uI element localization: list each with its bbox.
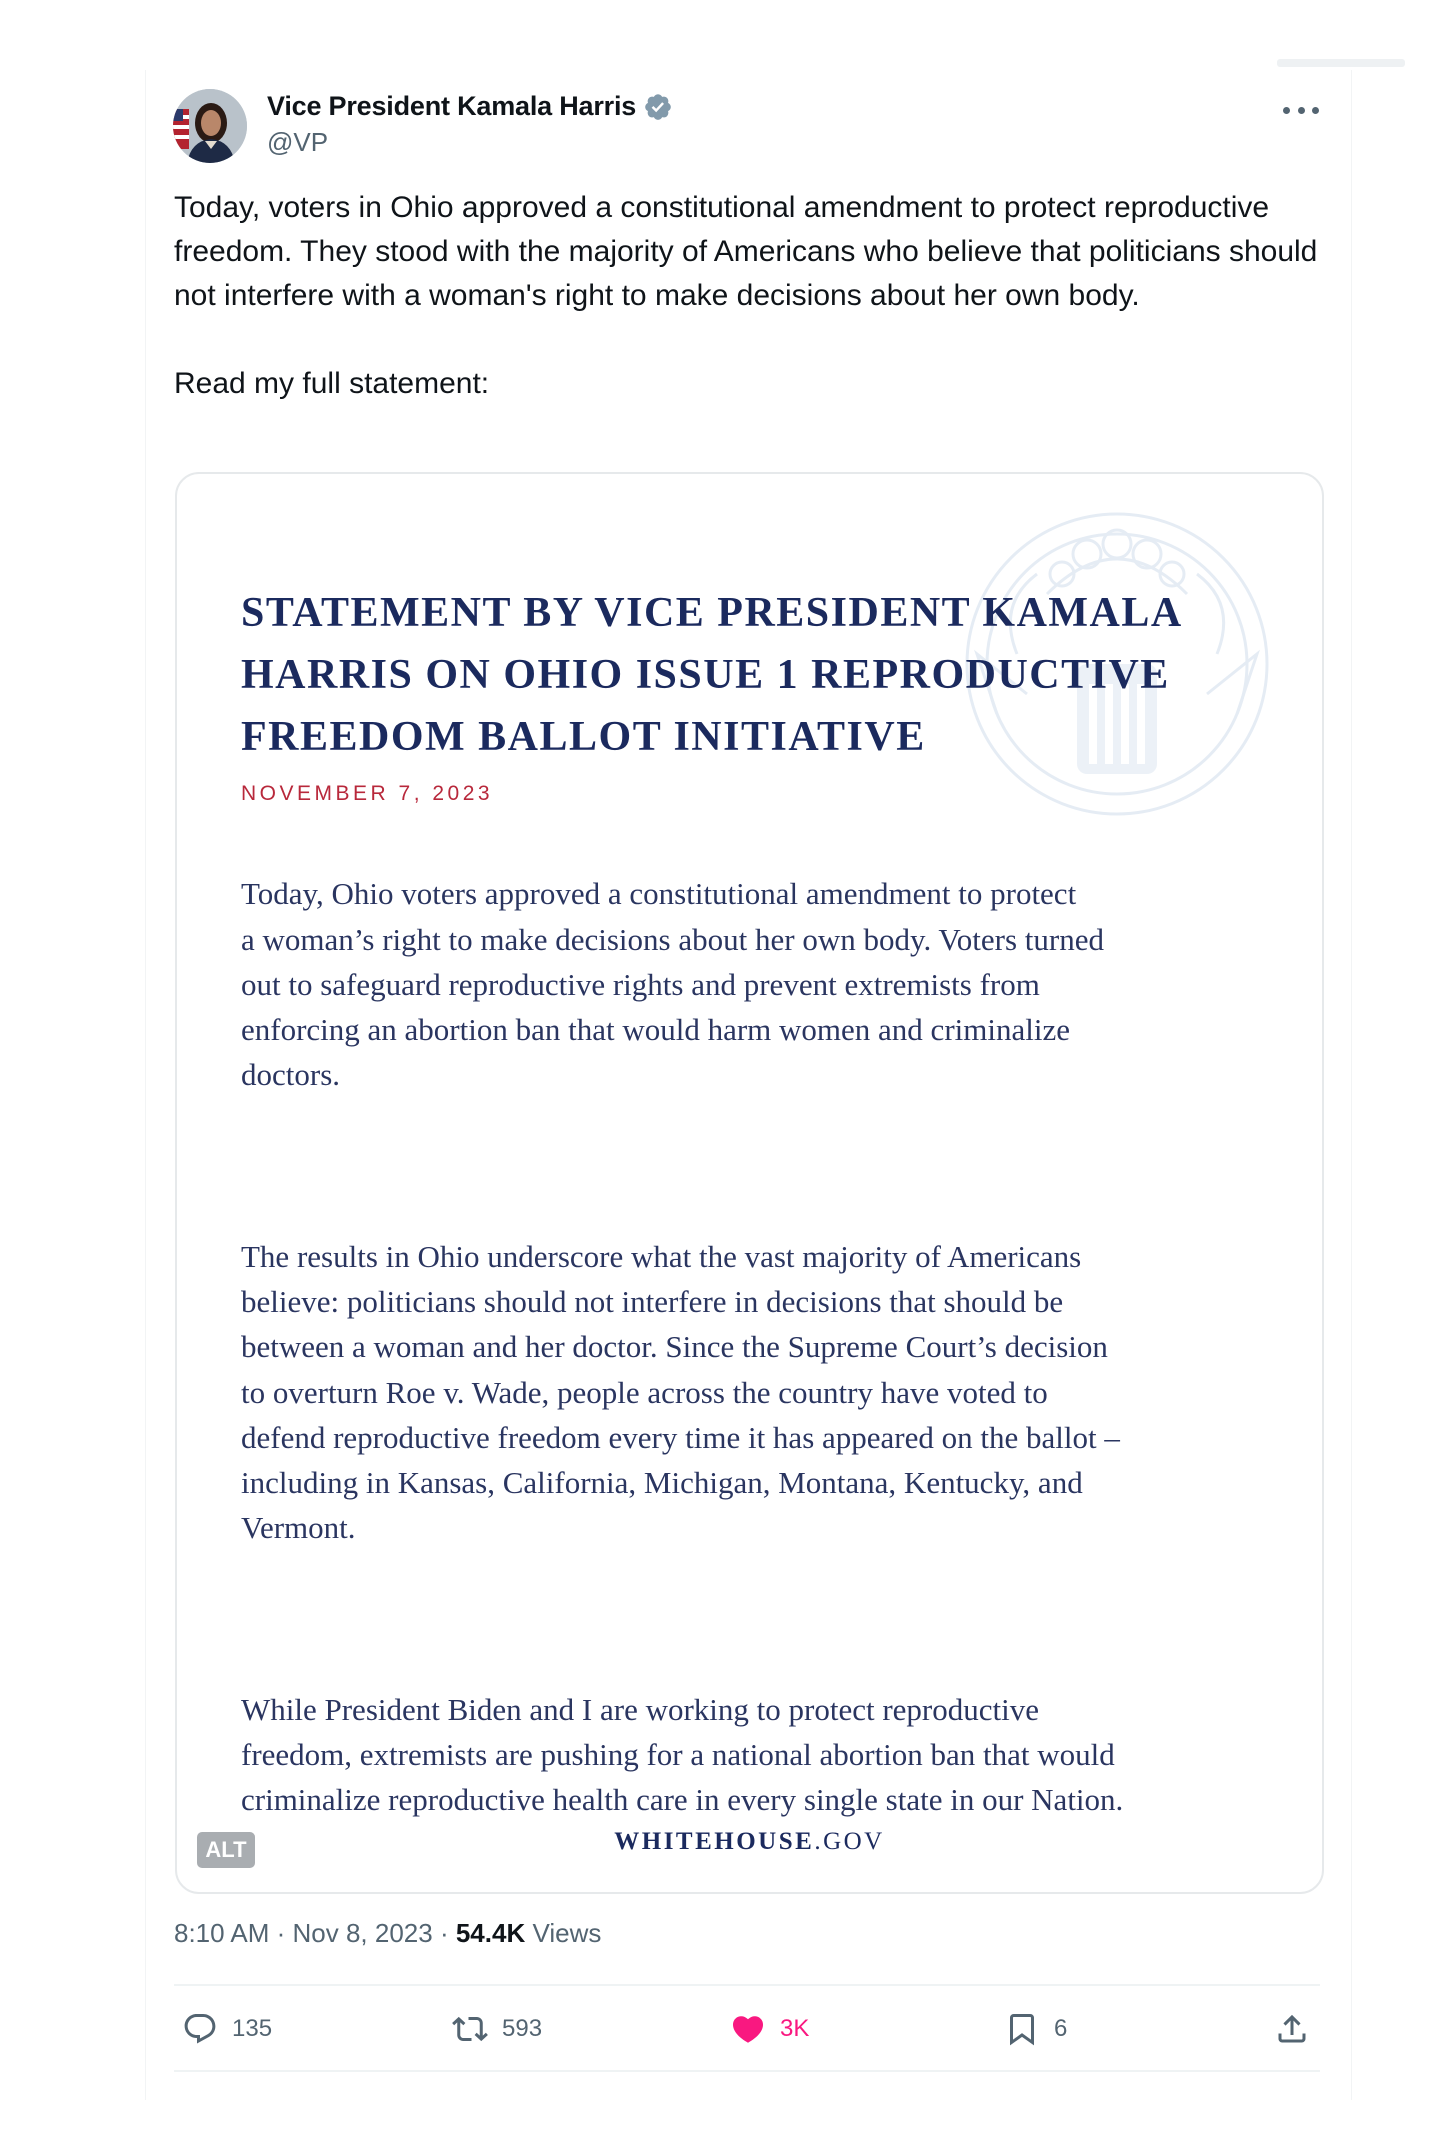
- divider: [174, 1984, 1320, 1986]
- statement-line: believe: politicians should not interfere in decisions that should be: [241, 1283, 1064, 1319]
- whitehouse-brand-text: WHITEHOUSE: [614, 1828, 815, 1855]
- author-display-name[interactable]: Vice President Kamala Harris: [267, 91, 637, 121]
- like-count: 3K: [780, 2015, 810, 2042]
- meta-separator: ·: [269, 1918, 293, 1948]
- retweet-icon: [452, 2011, 488, 2047]
- statement-line: out to safeguard reproductive rights and prevent extremists from: [241, 966, 1040, 1002]
- statement-line: While President Biden and I are working to protect reproductive: [241, 1691, 1039, 1727]
- like-button[interactable]: [730, 2007, 809, 2051]
- whitehouse-gov-logo: [177, 1828, 1322, 1856]
- retweet-button[interactable]: [452, 2007, 542, 2051]
- retweet-count: 593: [502, 2015, 543, 2042]
- meta-separator: ·: [432, 1918, 456, 1948]
- views-label: Views: [525, 1918, 602, 1948]
- statement-line: Today, Ohio voters approved a constitutional amendment to protect: [241, 876, 1077, 912]
- bookmark-count: 6: [1054, 2015, 1068, 2042]
- statement-line: a woman’s right to make decisions about her own body. Voters turned: [241, 921, 1104, 957]
- reply-icon: [182, 2011, 218, 2047]
- statement-date: NOVEMBER 7, 2023: [241, 782, 494, 805]
- bookmark-icon: [1004, 2011, 1040, 2047]
- whitehouse-domain-text: .GOV: [814, 1828, 885, 1855]
- tweet-date[interactable]: Nov 8, 2023: [292, 1918, 433, 1948]
- author-name-row: [267, 91, 673, 122]
- statement-line: between a woman and her doctor. Since the Supreme Court’s decision: [241, 1329, 1108, 1365]
- statement-line: criminalize reproductive health care in every single state in our Nation.: [241, 1782, 1124, 1818]
- statement-line: Vermont.: [241, 1510, 356, 1546]
- statement-line: doctors.: [241, 1057, 341, 1093]
- statement-body: [241, 826, 1261, 1894]
- tweet-actions: [174, 2007, 1320, 2051]
- reply-count: 135: [232, 2015, 273, 2042]
- statement-line: including in Kansas, California, Michigan, Montana, Kentucky, and: [241, 1465, 1083, 1501]
- tweet-meta: [174, 1918, 601, 1949]
- heart-filled-icon: [730, 2011, 766, 2047]
- avatar-image: [173, 89, 247, 163]
- more-horizontal-icon: [1283, 100, 1319, 120]
- tweet-text: [174, 186, 1324, 406]
- more-options-button[interactable]: [1279, 94, 1323, 126]
- statement-line: defend reproductive freedom every time it has appeared on the ballot –: [241, 1419, 1120, 1455]
- statement-title-line: FREEDOM BALLOT INITIATIVE: [241, 714, 926, 760]
- tweet-paragraph: Read my full statement:: [174, 367, 490, 400]
- statement-title-line: HARRIS ON OHIO ISSUE 1 REPRODUCTIVE: [241, 652, 1170, 698]
- statement-line: freedom, extremists are pushing for a national abortion ban that would: [241, 1736, 1115, 1772]
- statement-line: enforcing an abortion ban that would harm women and criminalize: [241, 1012, 1070, 1048]
- share-button[interactable]: [1274, 2007, 1310, 2051]
- top-scroll-indicator: [1277, 59, 1405, 67]
- avatar[interactable]: [173, 89, 247, 163]
- statement-title-line: STATEMENT BY VICE PRESIDENT KAMALA: [241, 590, 1183, 636]
- alt-text-badge[interactable]: ALT: [197, 1832, 255, 1868]
- statement-title: [241, 582, 1261, 768]
- reply-button[interactable]: [182, 2007, 272, 2051]
- media-card-statement-image[interactable]: [175, 472, 1324, 1894]
- tweet-time[interactable]: 8:10 AM: [174, 1918, 270, 1948]
- share-icon: [1274, 2011, 1310, 2047]
- author-handle[interactable]: @VP: [267, 127, 329, 157]
- statement-line: The results in Ohio underscore what the vast majority of Americans: [241, 1238, 1082, 1274]
- divider: [174, 2070, 1320, 2072]
- tweet-paragraph: Today, voters in Ohio approved a constitutional amendment to protect reproductive freedom. They stood with the majority of Americans who believe that politicians should not interfere with a woman's right to make decisions about her own body.: [174, 191, 1318, 312]
- statement-line: to overturn Roe v. Wade, people across the country have voted to: [241, 1374, 1048, 1410]
- bookmark-button[interactable]: [1004, 2007, 1067, 2051]
- views-count: 54.4K: [455, 1918, 526, 1948]
- verified-badge-icon[interactable]: [643, 92, 673, 122]
